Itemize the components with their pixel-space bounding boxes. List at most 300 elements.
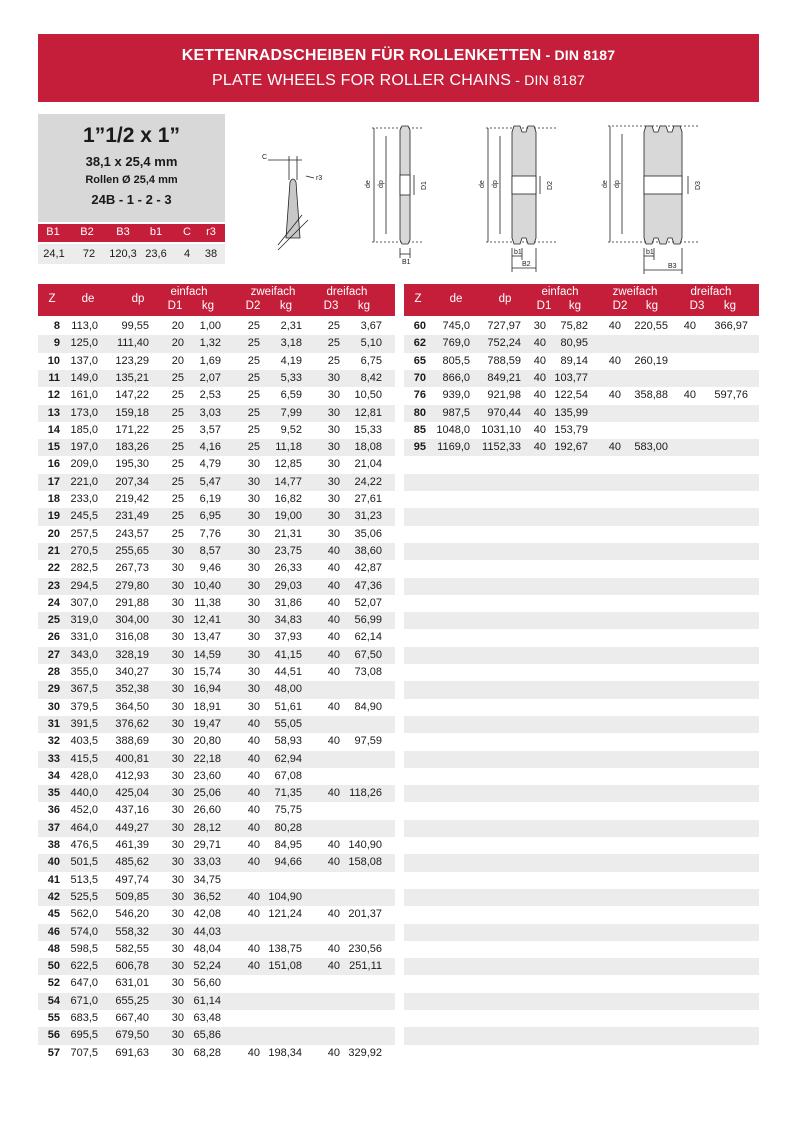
table-cell: 104,90 (268, 890, 302, 903)
label-B1: B1 (402, 259, 411, 266)
tooth-count-cell: 9 (53, 337, 60, 350)
table-cell: 30 (171, 890, 184, 903)
table-cell: 707,5 (70, 1046, 98, 1059)
table-cell: 805,5 (442, 354, 470, 367)
table-cell: 25 (247, 337, 260, 350)
tooth-count-cell: 25 (47, 614, 60, 627)
table-cell: 464,0 (70, 821, 98, 834)
tooth-count-cell: 13 (47, 406, 60, 419)
table-row (404, 751, 759, 768)
table-cell: 30 (247, 527, 260, 540)
col-z: Z (414, 293, 422, 305)
table-cell: 135,99 (554, 406, 588, 419)
table-row (404, 941, 759, 958)
tooth-count-cell: 35 (47, 787, 60, 800)
table-cell: 30 (171, 735, 184, 748)
table-cell: 366,97 (714, 320, 748, 332)
table-cell: 476,5 (70, 839, 98, 851)
table-cell: 113,0 (71, 320, 98, 332)
table-row (404, 854, 759, 871)
label-b1-double: b1 (514, 249, 522, 256)
table-cell: 679,50 (115, 1029, 149, 1042)
table-cell: 30 (533, 320, 546, 332)
table-cell: 655,25 (115, 994, 149, 1007)
table-cell: 48,00 (274, 683, 302, 696)
tooth-count-cell: 28 (47, 666, 60, 678)
table-cell: 14,59 (193, 648, 221, 661)
table-cell: 257,5 (70, 527, 98, 540)
table-cell: 30 (247, 648, 260, 661)
table-cell: 30 (171, 856, 184, 869)
table-row (38, 837, 395, 854)
col-kg-3: kg (357, 300, 371, 312)
table-row (38, 335, 395, 352)
table-cell: 562,0 (70, 908, 98, 921)
table-cell: 30 (327, 493, 340, 505)
table-row (404, 872, 759, 889)
table-cell: 10,50 (354, 389, 382, 402)
table-cell: 769,0 (442, 337, 470, 350)
table-cell: 40 (608, 441, 621, 454)
table-cell: 403,5 (70, 735, 98, 748)
table-cell: 125,0 (70, 337, 98, 350)
col-z: Z (48, 293, 56, 305)
table-cell: 574,0 (70, 925, 98, 938)
table-cell: 40 (327, 648, 340, 661)
table-cell: 509,85 (115, 890, 149, 903)
table-cell: 30 (171, 544, 184, 557)
table-cell: 153,79 (554, 423, 588, 436)
table-cell: 25 (247, 389, 260, 402)
table-cell: 51,61 (274, 700, 302, 713)
dim-header-r3: r3 (206, 226, 216, 238)
tooth-count-cell: 62 (413, 337, 426, 350)
table-cell: 99,55 (121, 320, 149, 332)
table-row (404, 1010, 759, 1027)
table-cell: 3,67 (360, 320, 382, 332)
table-cell: 21,31 (274, 527, 302, 540)
table-cell: 40 (247, 735, 260, 748)
table-cell: 44,51 (274, 666, 302, 678)
dim-header-B2: B2 (80, 226, 94, 238)
table-cell: 6,59 (280, 389, 302, 402)
col-kg-3: kg (723, 300, 737, 312)
table-cell: 30 (247, 614, 260, 627)
table-cell: 9,46 (199, 562, 221, 575)
table-cell: 122,54 (554, 389, 588, 402)
table-cell: 25 (247, 320, 260, 332)
table-cell: 38,60 (354, 544, 382, 557)
table-row (38, 872, 395, 889)
table-cell: 40 (533, 406, 546, 419)
table-cell: 94,66 (274, 856, 302, 869)
table-cell: 12,81 (354, 406, 382, 419)
table-cell: 40 (327, 908, 340, 921)
tooth-count-cell: 24 (47, 596, 60, 609)
table-cell: 1,00 (199, 320, 221, 332)
table-cell: 25 (171, 371, 184, 384)
table-row (38, 1045, 395, 1062)
table-cell: 2,31 (280, 320, 302, 332)
table-cell: 40 (327, 544, 340, 557)
table-row (404, 906, 759, 923)
table-cell: 84,95 (274, 839, 302, 851)
table-cell: 123,29 (115, 354, 149, 367)
table-cell: 231,49 (115, 510, 149, 523)
tooth-count-cell: 40 (47, 856, 60, 869)
table-cell: 40 (533, 337, 546, 350)
table-row (404, 820, 759, 837)
table-cell: 220,55 (634, 320, 668, 332)
table-row (38, 975, 395, 992)
label-r3: r3 (316, 175, 323, 182)
table-cell: 30 (171, 562, 184, 575)
table-cell: 30 (171, 1029, 184, 1042)
table-cell: 788,59 (487, 354, 521, 367)
tooth-count-cell: 42 (47, 890, 60, 903)
table-row (404, 422, 759, 439)
table-cell: 461,39 (115, 839, 149, 851)
table-row (38, 854, 395, 871)
table-cell: 80,28 (274, 821, 302, 834)
table-cell: 331,0 (70, 631, 98, 644)
table-cell: 319,0 (70, 614, 98, 627)
table-cell: 647,0 (70, 977, 98, 990)
table-cell: 20 (171, 337, 184, 350)
table-cell: 67,50 (354, 648, 382, 661)
label-dp-single: dp (378, 180, 385, 188)
table-cell: 3,57 (199, 423, 221, 436)
table-cell: 485,62 (115, 856, 149, 869)
col-d1: D1 (536, 300, 552, 312)
table-cell: 513,5 (70, 873, 98, 886)
tooth-count-cell: 8 (53, 320, 60, 332)
table-cell: 68,28 (193, 1046, 221, 1059)
table-cell: 379,5 (70, 700, 98, 713)
table-cell: 29,03 (274, 579, 302, 592)
table-cell: 121,24 (268, 908, 302, 921)
label-B2: B2 (522, 261, 531, 268)
table-cell: 195,30 (115, 458, 149, 471)
table-cell: 412,93 (115, 769, 149, 782)
dim-value-B3: 120,3 (109, 248, 137, 260)
table-cell: 25 (171, 458, 184, 471)
table-cell: 30 (171, 614, 184, 627)
tooth-count-cell: 16 (47, 458, 60, 471)
table-cell: 30 (247, 631, 260, 644)
table-cell: 1048,0 (436, 423, 470, 436)
table-cell: 30 (327, 475, 340, 488)
col-kg-2: kg (279, 300, 293, 312)
table-row (404, 993, 759, 1010)
table-cell: 147,22 (115, 389, 149, 402)
roller-diameter: Rollen Ø 25,4 mm (85, 174, 178, 186)
table-cell: 745,0 (442, 320, 470, 332)
table-row (38, 664, 395, 681)
table-cell: 35,06 (354, 527, 382, 540)
table-cell: 255,65 (115, 544, 149, 557)
table-cell: 80,95 (560, 337, 588, 350)
tooth-count-cell: 30 (47, 700, 60, 713)
table-cell: 40 (327, 942, 340, 955)
dim-header-b1: b1 (149, 226, 163, 238)
table-cell: 40 (247, 960, 260, 973)
label-c: C (262, 154, 268, 161)
table-cell: 30 (171, 752, 184, 765)
table-cell: 25 (247, 423, 260, 436)
dim-value-b1: 23,6 (145, 248, 167, 260)
col-dp: dp (498, 293, 512, 305)
table-cell: 40 (533, 389, 546, 402)
table-cell: 28,12 (193, 821, 221, 834)
table-cell: 30 (171, 994, 184, 1007)
table-cell: 30 (171, 787, 184, 800)
table-cell: 33,03 (193, 856, 221, 869)
table-cell: 30 (171, 925, 184, 938)
table-row (38, 387, 395, 404)
table-cell: 1,32 (199, 337, 221, 350)
table-cell: 151,08 (268, 960, 302, 973)
table-cell: 452,0 (70, 804, 98, 817)
table-cell: 282,5 (70, 562, 98, 575)
table-cell: 340,27 (115, 666, 149, 678)
table-cell: 376,62 (115, 717, 149, 730)
table-cell: 9,52 (280, 423, 302, 436)
table-row (404, 975, 759, 992)
table-cell: 30 (247, 683, 260, 696)
single-sprocket-drawing (372, 126, 422, 258)
tooth-count-cell: 52 (47, 977, 60, 990)
table-cell: 22,18 (193, 752, 221, 765)
table-cell: 12,85 (274, 458, 302, 471)
table-cell: 185,0 (70, 423, 98, 436)
tooth-count-cell: 17 (47, 475, 60, 488)
table-cell: 582,55 (115, 942, 149, 955)
tooth-count-cell: 70 (413, 371, 426, 384)
table-cell: 546,20 (115, 908, 149, 921)
table-row (38, 629, 395, 646)
dim-value-B2: 72 (82, 248, 96, 260)
table-cell: 30 (247, 700, 260, 713)
col-zweifach: zweifach (612, 286, 658, 298)
table-cell: 65,86 (193, 1029, 221, 1042)
table-cell: 425,04 (115, 787, 149, 800)
table-cell: 30 (247, 544, 260, 557)
table-cell: 25 (171, 441, 184, 454)
table-cell: 3,03 (199, 406, 221, 419)
tooth-count-cell: 18 (47, 493, 60, 505)
table-row (404, 785, 759, 802)
table-row (404, 1027, 759, 1044)
table-cell: 30 (247, 562, 260, 575)
table-cell: 20 (171, 354, 184, 367)
table-cell: 30 (171, 873, 184, 886)
table-row (38, 595, 395, 612)
table-row (38, 405, 395, 422)
col-dreifach: dreifach (326, 286, 368, 298)
table-row (404, 629, 759, 646)
table-row (38, 439, 395, 456)
tooth-count-cell: 15 (47, 441, 60, 454)
table-cell: 30 (327, 527, 340, 540)
table-cell: 440,0 (70, 787, 98, 800)
table-cell: 4,16 (199, 441, 221, 454)
table-cell: 230,56 (348, 942, 382, 955)
table-cell: 583,00 (634, 441, 668, 454)
table-cell: 171,22 (115, 423, 149, 436)
table-row (38, 941, 395, 958)
table-cell: 20 (171, 320, 184, 332)
table-cell: 198,34 (268, 1046, 302, 1059)
table-cell: 40 (247, 908, 260, 921)
table-row (404, 439, 759, 456)
tooth-count-cell: 36 (47, 804, 60, 817)
col-kg-2: kg (645, 300, 659, 312)
table-row (38, 1027, 395, 1044)
table-row (404, 681, 759, 698)
table-cell: 40 (327, 735, 340, 748)
dim-header-C: C (183, 226, 191, 238)
table-row (38, 508, 395, 525)
table-row (38, 422, 395, 439)
title-english-din: - DIN 8187 (511, 72, 585, 88)
table-row (38, 889, 395, 906)
table-cell: 30 (171, 700, 184, 713)
dim-value-B1: 24,1 (43, 248, 65, 260)
table-row (404, 405, 759, 422)
tooth-count-cell: 46 (47, 925, 60, 938)
table-row (404, 508, 759, 525)
table-cell: 30 (327, 389, 340, 402)
table-cell: 30 (247, 458, 260, 471)
table-row (38, 751, 395, 768)
table-cell: 355,0 (70, 666, 98, 678)
table-cell: 48,04 (193, 942, 221, 955)
table-cell: 30 (247, 493, 260, 505)
tooth-count-cell: 45 (47, 908, 60, 921)
table-cell: 437,16 (115, 804, 149, 817)
table-cell: 11,38 (194, 596, 221, 609)
table-cell: 1152,33 (482, 441, 521, 454)
table-cell: 727,97 (487, 320, 521, 332)
table-cell: 251,11 (349, 960, 382, 973)
table-row (404, 716, 759, 733)
dim-header-B1: B1 (46, 226, 60, 238)
table-cell: 52,07 (354, 596, 382, 609)
table-row (404, 958, 759, 975)
table-row (38, 578, 395, 595)
table-cell: 63,48 (193, 1012, 221, 1024)
table-cell: 1,69 (199, 354, 221, 367)
table-cell: 219,42 (115, 493, 149, 505)
table-row (38, 1010, 395, 1027)
tooth-count-cell: 33 (47, 752, 60, 765)
table-row (38, 612, 395, 629)
table-cell: 30 (247, 596, 260, 609)
table-row (404, 802, 759, 819)
table-cell: 137,0 (70, 354, 98, 367)
table-cell: 40 (327, 1046, 340, 1059)
col-einfach: einfach (541, 286, 579, 298)
table-cell: 26,33 (274, 562, 302, 575)
tooth-count-cell: 48 (47, 942, 60, 955)
tooth-count-cell: 20 (47, 527, 60, 540)
table-cell: 84,90 (354, 700, 382, 713)
tooth-count-cell: 22 (47, 562, 60, 575)
table-cell: 56,60 (193, 977, 221, 990)
table-cell: 52,24 (193, 960, 221, 973)
tooth-count-cell: 41 (47, 873, 60, 886)
table-row (38, 543, 395, 560)
table-cell: 40 (247, 717, 260, 730)
label-dp-double: dp (492, 180, 499, 188)
table-cell: 6,95 (199, 510, 221, 523)
tooth-count-cell: 32 (47, 735, 60, 748)
tooth-count-cell: 50 (47, 960, 60, 973)
table-cell: 6,19 (199, 493, 221, 505)
table-row (38, 785, 395, 802)
table-row (38, 681, 395, 698)
label-dp-triple: dp (614, 180, 621, 188)
table-cell: 671,0 (70, 994, 98, 1007)
label-b1-triple: b1 (646, 249, 654, 256)
tooth-count-cell: 65 (413, 354, 426, 367)
table-cell: 40 (247, 821, 260, 834)
table-cell: 118,26 (349, 787, 382, 800)
table-cell: 866,0 (442, 371, 470, 384)
table-cell: 40 (247, 769, 260, 782)
dim-value-C: 4 (183, 248, 191, 260)
table-cell: 40 (247, 890, 260, 903)
table-cell: 40 (327, 614, 340, 627)
table-cell: 135,21 (115, 371, 149, 384)
table-cell: 29,71 (193, 839, 221, 851)
table-cell: 40 (247, 839, 260, 851)
right-table-header (404, 284, 759, 316)
table-cell: 19,47 (193, 717, 221, 730)
table-cell: 304,00 (115, 614, 149, 627)
table-cell: 173,0 (70, 406, 98, 419)
tooth-count-cell: 11 (48, 371, 60, 384)
table-cell: 3,18 (280, 337, 302, 350)
table-cell: 40 (533, 354, 546, 367)
table-cell: 25 (171, 406, 184, 419)
table-cell: 40 (327, 631, 340, 644)
tooth-count-cell: 38 (47, 839, 60, 851)
table-cell: 921,98 (487, 389, 521, 402)
table-cell: 4,19 (280, 354, 302, 367)
table-row (404, 491, 759, 508)
table-cell: 1031,10 (481, 423, 521, 436)
table-cell: 391,5 (70, 717, 98, 730)
table-cell: 307,0 (70, 596, 98, 609)
table-cell: 30 (171, 579, 184, 592)
table-cell: 25 (171, 475, 184, 488)
tooth-count-cell: 60 (413, 320, 426, 332)
table-cell: 25 (171, 493, 184, 505)
tooth-count-cell: 80 (413, 406, 426, 419)
table-cell: 30 (171, 1012, 184, 1024)
table-cell: 30 (171, 769, 184, 782)
table-row (404, 387, 759, 404)
table-row (404, 578, 759, 595)
table-cell: 25 (327, 337, 340, 350)
table-cell: 291,88 (115, 596, 149, 609)
table-cell: 497,74 (115, 873, 149, 886)
table-cell: 343,0 (70, 648, 98, 661)
table-row (38, 924, 395, 941)
table-cell: 16,94 (193, 683, 221, 696)
